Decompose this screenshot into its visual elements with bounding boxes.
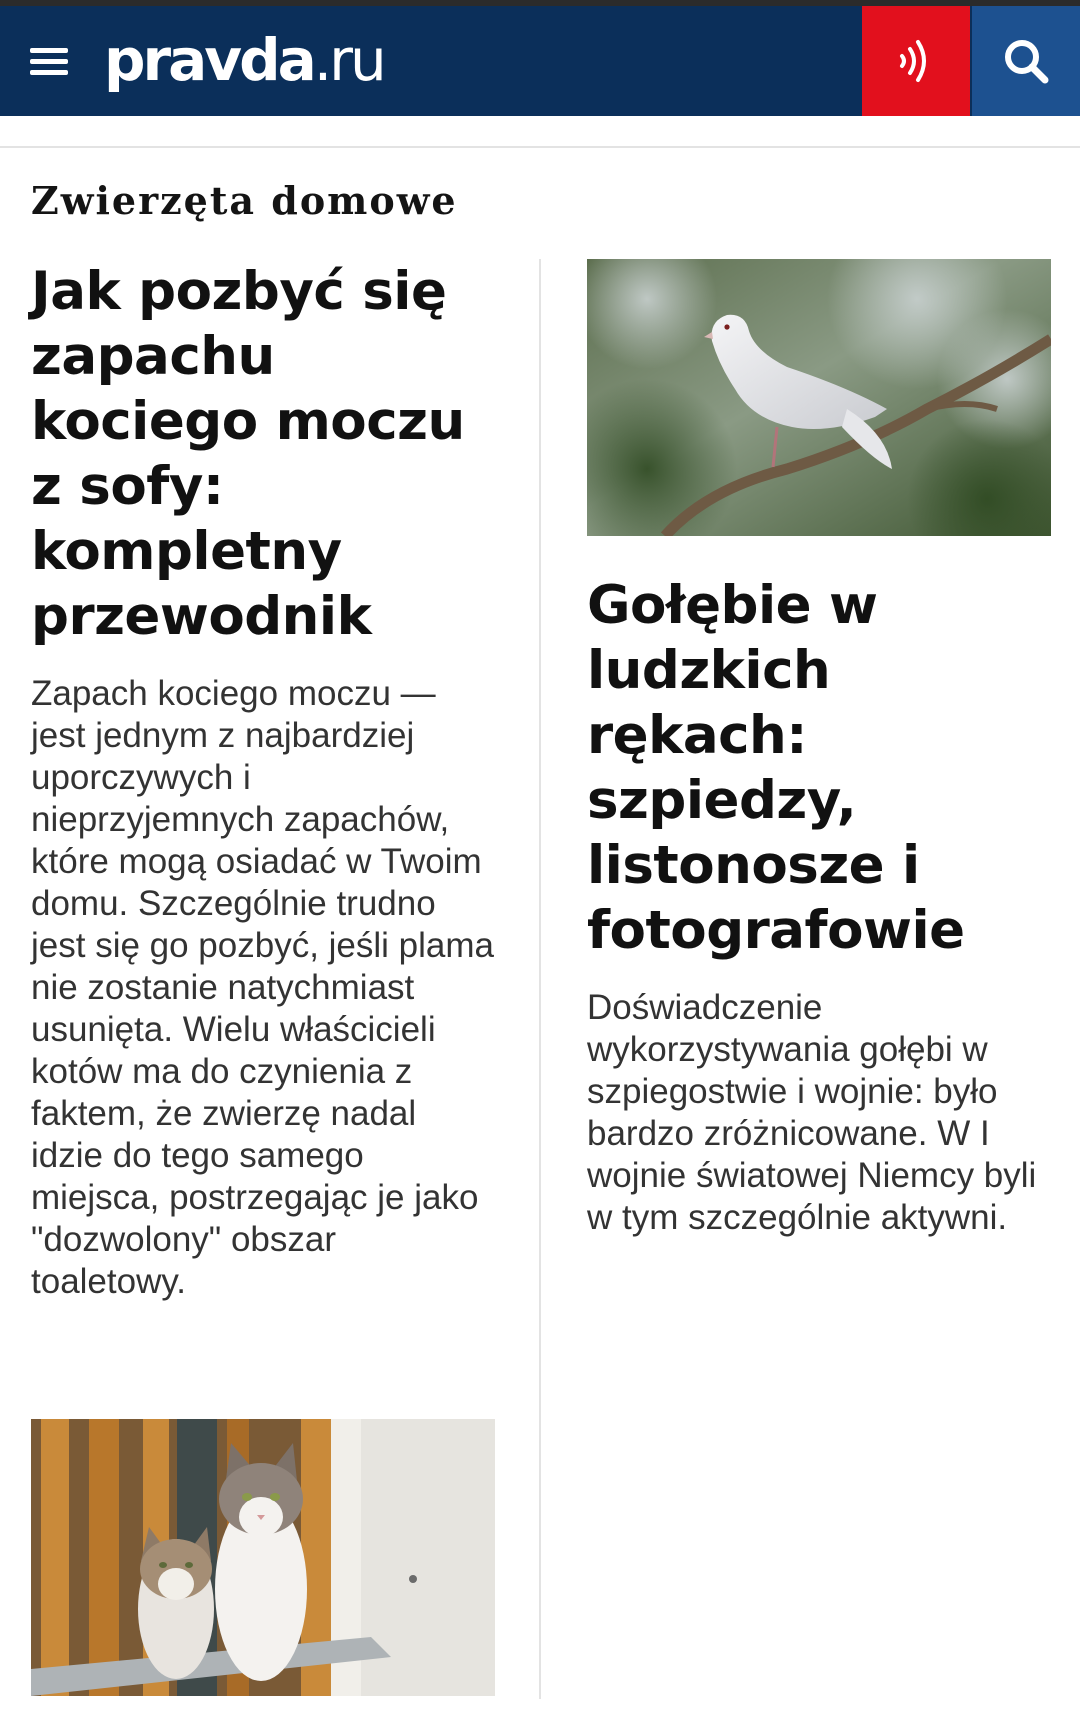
- section-title[interactable]: Zwierzęta domowe: [31, 178, 458, 223]
- column-divider: [539, 259, 541, 1699]
- article-headline[interactable]: Gołębie w ludzkich rękach: szpiedzy, listonosze i fotografowie: [587, 575, 965, 961]
- radio-button[interactable]: [862, 6, 970, 116]
- search-button[interactable]: [972, 6, 1080, 116]
- site-logo[interactable]: [104, 20, 384, 100]
- white-dove-on-branch-image[interactable]: [587, 259, 1051, 536]
- header-divider: [0, 146, 1080, 148]
- search-icon: [1002, 37, 1050, 85]
- article-card-cat-urine: [31, 259, 497, 1303]
- article-headline[interactable]: Jak pozbyć się zapachu kociego moczu z sofy: kompletny przewodnik: [31, 261, 465, 647]
- article-card-pigeons: [587, 259, 1053, 1239]
- hamburger-menu-icon[interactable]: [22, 36, 76, 86]
- logo-bold-text: pravda: [104, 26, 314, 94]
- article-excerpt: Zapach kociego moczu — jest jednym z najbardziej uporczywych i nieprzyjemnych zapachów, które mogą osiadać w Twoim domu. Szczególnie trudno jest się go pozbyć, jeśli plama nie zostanie natychmiast usunięta. Wielu właścicieli kotów ma do czynienia z faktem, że zwierzę nadal idzie do tego samego miejsca, postrzegając je jako "dozwolony" obszar toaletowy.: [31, 674, 494, 1301]
- logo-domain-text: .ru: [313, 26, 384, 94]
- broadcast-waves-icon: [896, 37, 936, 85]
- two-cats-in-window-image[interactable]: [31, 1419, 495, 1696]
- site-header: [0, 6, 1080, 116]
- article-excerpt: Doświadczenie wykorzystywania gołębi w szpiegostwie i wojnie: było bardzo zróżnicowane. W I wojnie światowej Niemcy byli w tym szczególnie aktywni.: [587, 988, 1037, 1237]
